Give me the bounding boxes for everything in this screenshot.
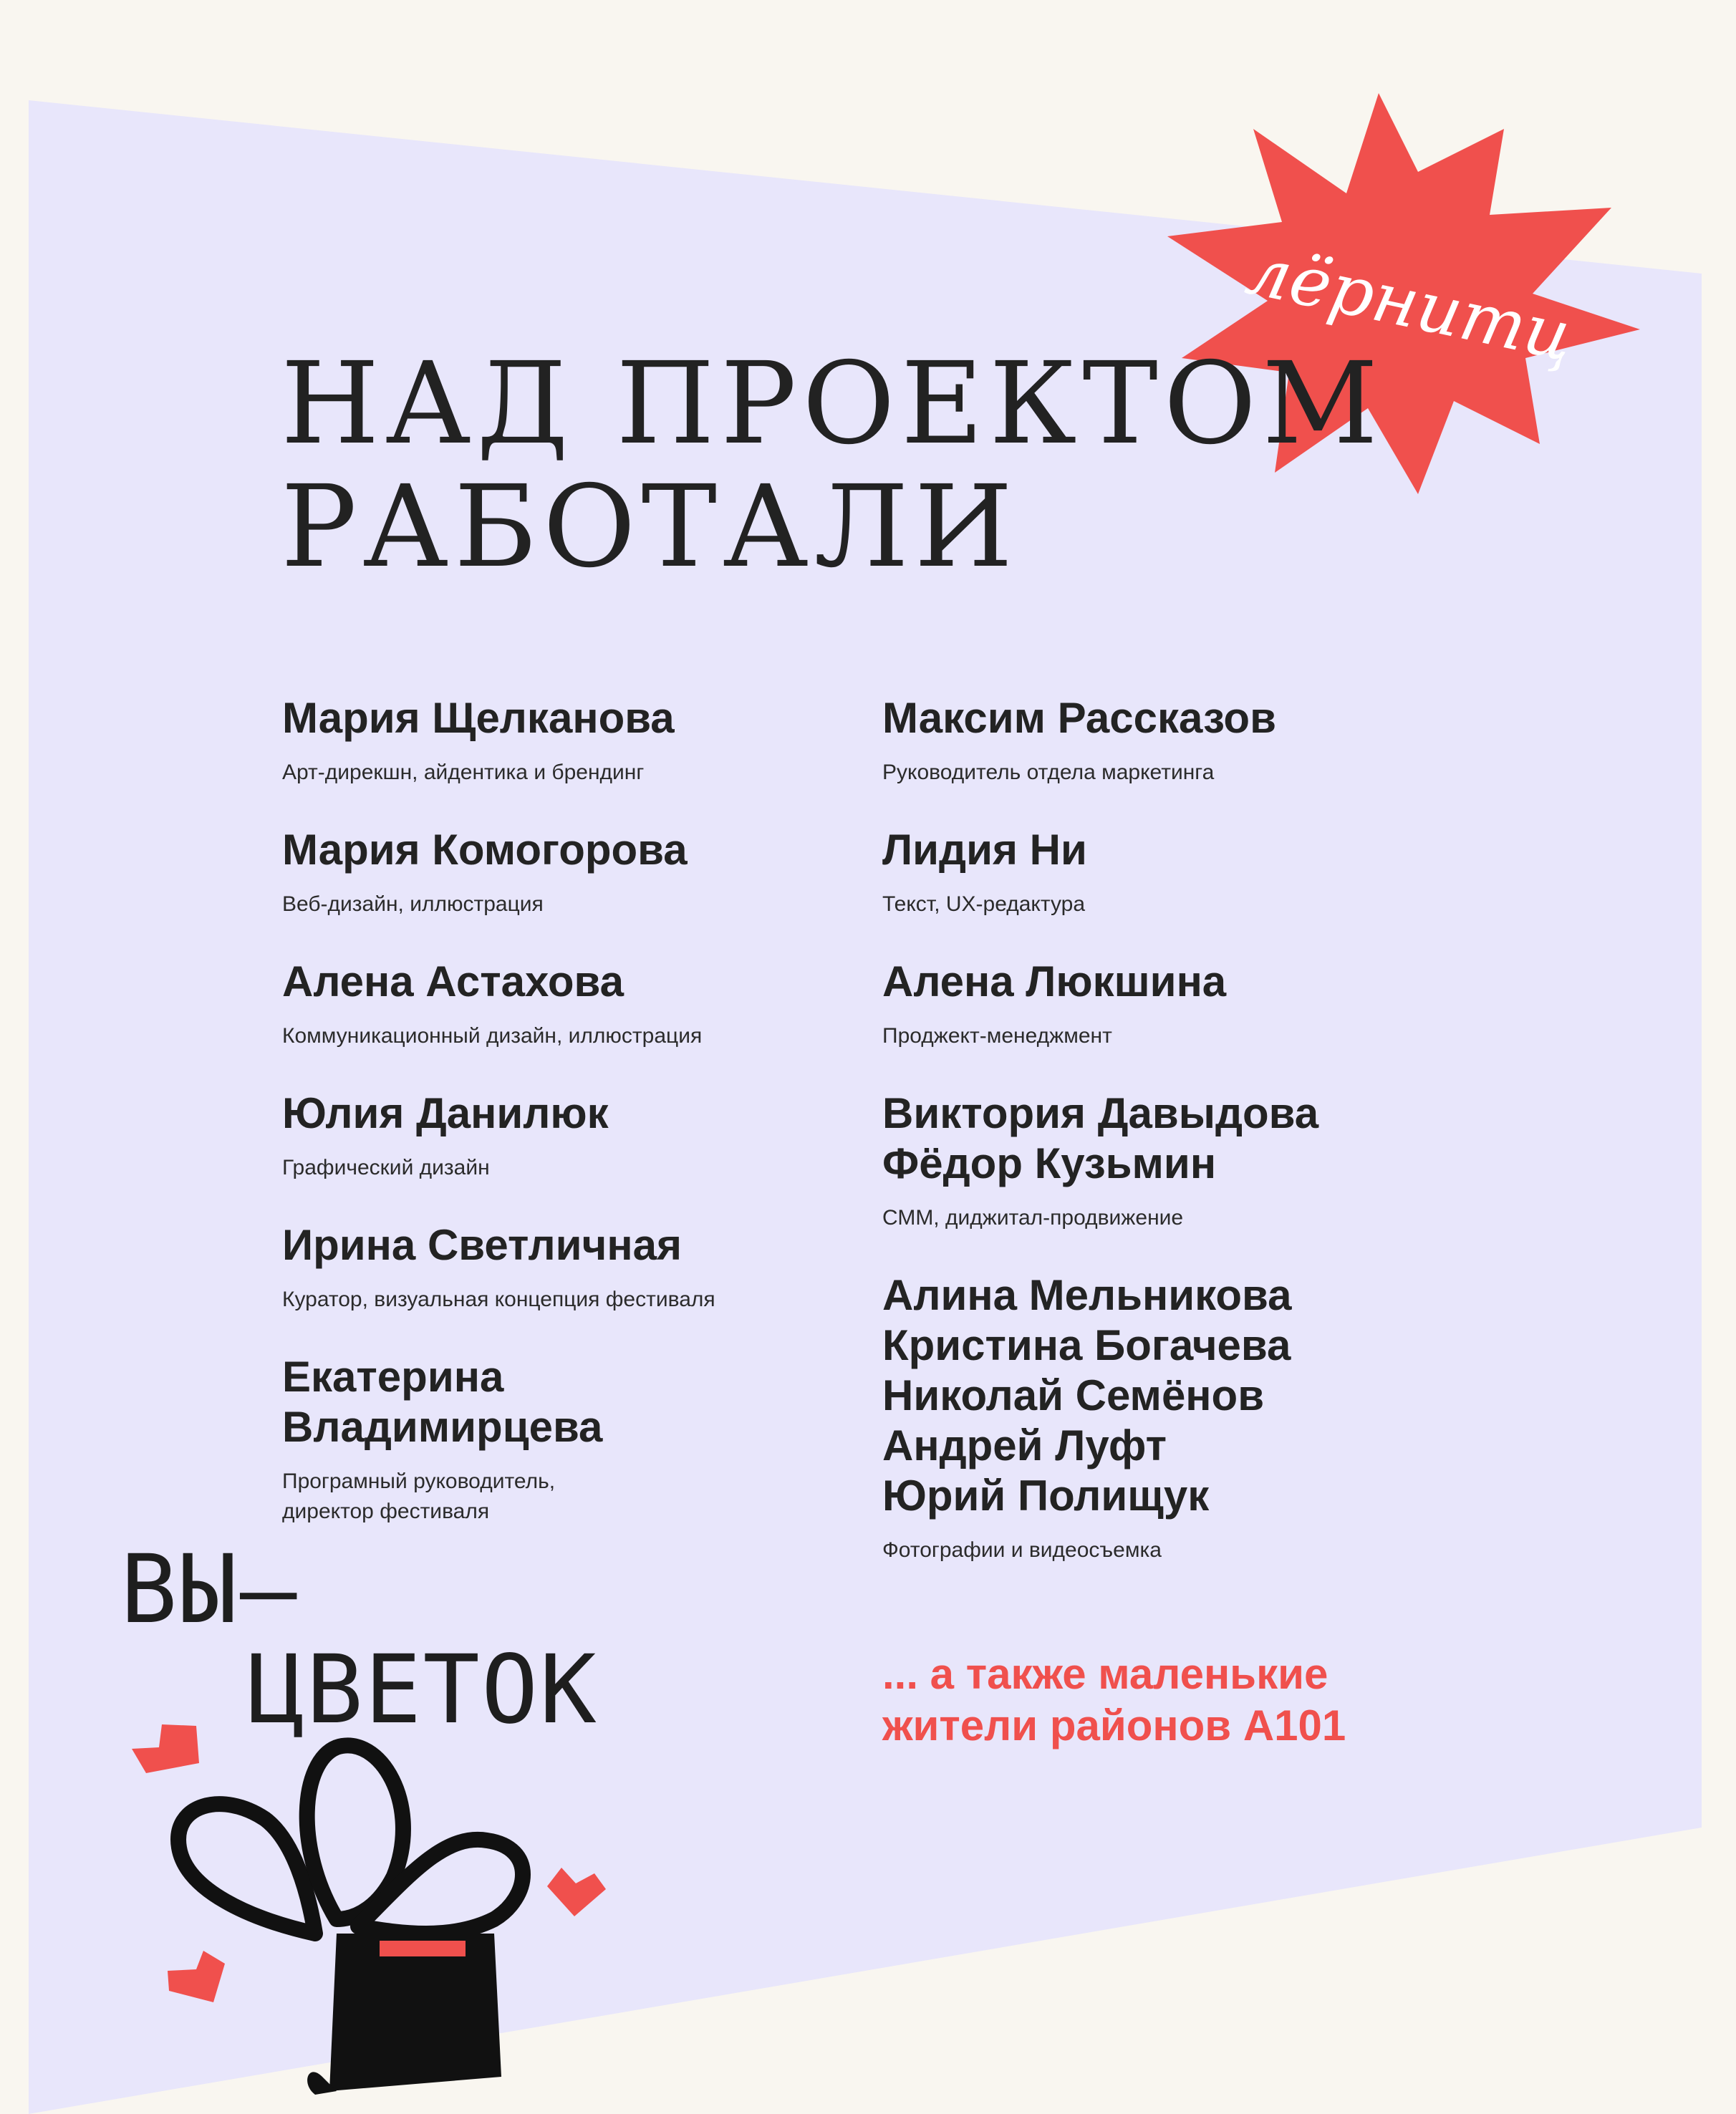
person-role: Арт-дирекшн, айдентика и брендинг xyxy=(282,761,645,784)
person-name: Андрей Луфт xyxy=(882,1422,1167,1469)
person-role: Текст, UX-редактура xyxy=(882,892,1086,916)
credit-entry xyxy=(882,693,1455,788)
credit-entry xyxy=(282,957,855,1051)
person-name: Лидия Ни xyxy=(882,826,1087,874)
person-name: Николай Семёнов xyxy=(882,1371,1265,1419)
person-name: Фёдор Кузьмин xyxy=(882,1139,1217,1187)
credit-entry xyxy=(882,1270,1455,1565)
person-name: Алина Мельникова xyxy=(882,1271,1292,1319)
person-name: Максим Рассказов xyxy=(882,694,1276,742)
person-role: Проджект-менеджмент xyxy=(882,1024,1112,1048)
credit-entry xyxy=(882,825,1455,920)
heart-icon xyxy=(132,1724,199,1773)
credit-entry xyxy=(882,1089,1455,1233)
person-name: Ирина Светличная xyxy=(282,1221,682,1269)
person-role: Графический дизайн xyxy=(282,1156,490,1179)
credit-entry xyxy=(282,693,855,788)
illustration-caption-line-1: ВЫ— xyxy=(120,1535,300,1645)
person-name: Виктория Давыдова xyxy=(882,1089,1319,1137)
person-name: Кристина Богачева xyxy=(882,1321,1291,1369)
credits-left-column xyxy=(282,693,855,1527)
credit-entry xyxy=(282,1352,855,1527)
person-role: Коммуникационный дизайн, иллюстрация xyxy=(282,1024,703,1048)
person-name: Юрий Полищук xyxy=(882,1472,1210,1520)
credit-entry xyxy=(882,957,1455,1051)
title-line-2: РАБОТАЛИ xyxy=(281,461,1019,593)
person-name: Мария Щелканова xyxy=(282,694,675,742)
credits-right-column xyxy=(882,693,1455,1565)
page-title xyxy=(281,338,1384,593)
person-name: Екатерина xyxy=(282,1353,504,1401)
credit-entry xyxy=(282,1089,855,1183)
heart-icon xyxy=(547,1868,606,1916)
heart-icon xyxy=(168,1951,225,2002)
person-role: Веб-дизайн, иллюстрация xyxy=(282,892,544,916)
illustration-caption-line-2: ЦВЕТОК xyxy=(248,1635,598,1745)
person-role: Руководитель отдела маркетинга xyxy=(882,761,1215,784)
person-role: Куратор, визуальная концепция фестиваля xyxy=(282,1288,715,1311)
person-name: Алена Астахова xyxy=(282,957,624,1005)
person-name: Владимирцева xyxy=(282,1403,603,1451)
person-role: Програмный руководитель, директор фестиваля xyxy=(282,1469,556,1523)
person-name: Юлия Данилюк xyxy=(282,1089,609,1137)
flower-pot-icon xyxy=(122,1704,637,2105)
person-role: СММ, диджитал-продвижение xyxy=(882,1206,1184,1230)
credit-entry xyxy=(282,825,855,920)
person-name: Мария Комогорова xyxy=(282,826,688,874)
title-line-1: НАД ПРОЕКТОМ xyxy=(281,338,1384,470)
person-name: Алена Люкшина xyxy=(882,957,1227,1005)
logo-text: лёрнитц xyxy=(1240,229,1581,377)
person-role: Фотографии и видеосъемка xyxy=(882,1538,1162,1562)
credit-entry xyxy=(282,1220,855,1315)
footer-note: ... а также маленькие жители районов А101 xyxy=(882,1650,1346,1749)
